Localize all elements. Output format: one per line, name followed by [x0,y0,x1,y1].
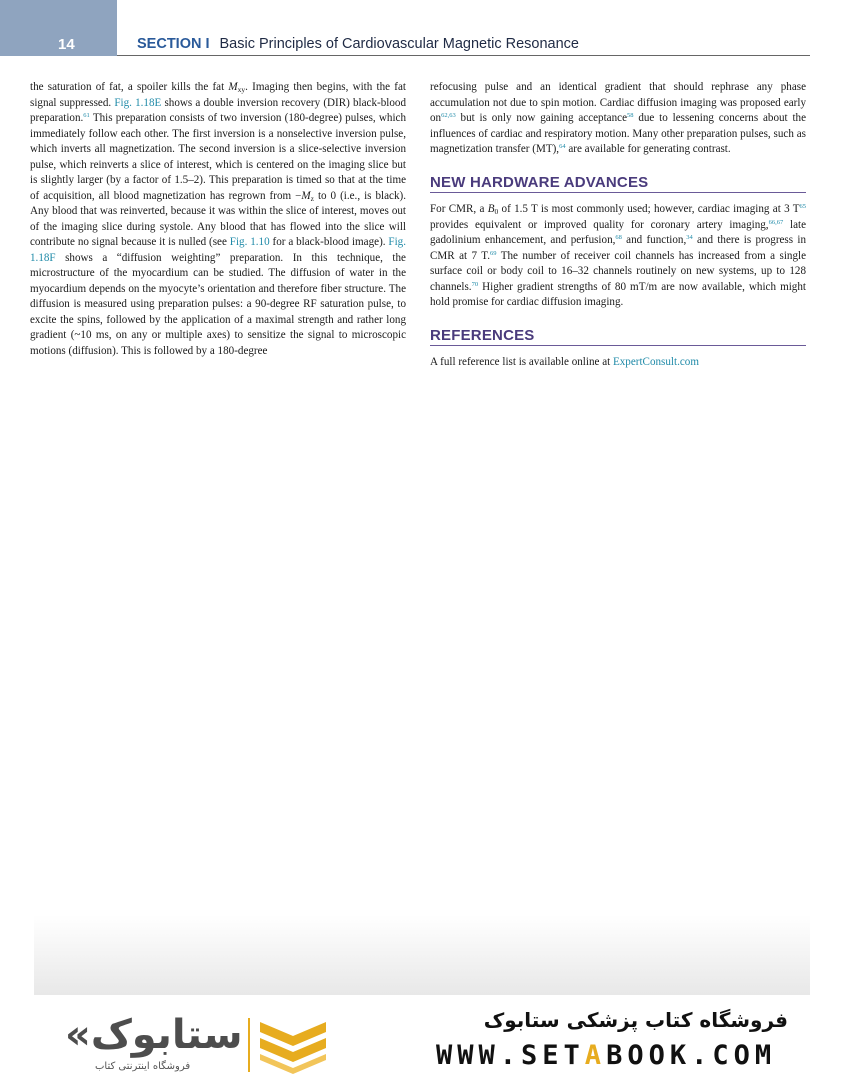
right-column [430,80,806,371]
reference-link[interactable]: 34 [686,234,693,241]
paragraph: refocusing pulse and an identical gradient that should rephrase any phase accumulation not due to spin motion. Cardiac diffusion imaging was proposed early on$^{62,63}$ but is only now gaining acceptance$^{58}$ due to lessening concerns about the influences of cardiac and respiratory motion. Many other preparation pulses, such as magnetization transfer (MT),$^{64}$ are available for generating contrast. [430,81,807,155]
setabook-logo-text: «ستابوک [65,1012,243,1058]
section-heading: NEW HARDWARE ADVANCES [430,175,806,194]
setabook-logo-subtitle: فروشگاه اینترنتی کتاب [95,1061,191,1072]
reference-link[interactable]: 65 [799,203,806,210]
reference-link[interactable]: 61 [83,112,90,119]
logo-divider [248,1018,250,1072]
reference-link[interactable]: 64 [559,143,566,150]
paragraph: For CMR, a $B_0$ of 1.5 T is most commonly used; however, cardiac imaging at 3 $T^{65}$ provides equivalent or improved quality for coronary artery imaging,$^{66,67}$ late gadolinium enhancement, and perfusion,$^{68}$ and function,$^{34}$ and there is progress in CMR at 7 T.$^{69}$ The number of receiver coil channels has increased from a single surface coil or body coil to 16–32 channels routinely on new systems, up to 128 channels.$^{70}$ Higher gradient strengths of 80 mT/m are now available, which might hold promise for cardiac diffusion imaging. [430,203,806,308]
figure-link[interactable]: Fig. 1.10 [229,236,270,248]
left-column [30,80,406,359]
paragraph: the saturation of fat, a spoiler kills the fat $M_{xy}$. Imaging then begins, with the fat signal suppressed. Fig. 1.18E shows a double inversion recovery (DIR) black-blood preparation.$^{61}$ This preparation consists of two inversion (180-degree) pulses, which immediately follow each other. The first inversion is a nonselective inversion pulse, which inverts all magnetization. The second inversion is a slice-selective inversion pulse, which reinverts a slice of interest, which is centered on the imaging slice but is slightly larger (by a factor of 1.5–2). This preparation is timed so that at the time of acquisition, all blood magnetization has regrown from $-M_z$ to 0 (i.e., is black). Any blood that was reinverted, because it was within the slice of interest, moves out of the imaging slice during systole. Any blood that has flowed into the slice will contribute no signal because it is nulled (see Fig. 1.10 for a black-blood image). Fig. 1.18F shows a “diffusion weighting” preparation. In this technique, the microstructure of the myocardium can be studied. The diffusion of water in the myocardium depends on the myocyte’s orientation and therefore fiber structure. The diffusion is measured using preparation pulses: a 90-degree RF saturation pulse, to excite the spins, followed by the application of a maximal strength and rather long gradient (~10 ms, on any or multiple axes) to sensitize the signal to microscopic motions (diffusion). This is followed by a 180-degree [30,81,406,357]
reference-link[interactable]: 68 [615,234,622,241]
expertconsult-link[interactable]: ExpertConsult.com [612,356,699,368]
section-title: Basic Principles of Cardiovascular Magnetic Resonance [219,36,579,52]
running-header [137,36,579,52]
section-heading: REFERENCES [430,328,806,347]
footer-url: WWW.SETABOOK.COM [436,1040,777,1071]
reference-link[interactable]: 69 [489,249,497,257]
reference-link[interactable]: 70 [471,280,479,288]
scan-shadow [34,915,810,995]
figure-link[interactable]: Fig. 1.18F [30,236,406,264]
header-rule [117,55,810,56]
reference-link[interactable]: 62,63 [441,112,456,119]
paragraph: A full reference list is available online at ExpertConsult.com [430,356,699,368]
book-stack-icon [256,1014,330,1076]
reference-link[interactable]: 66,67 [768,218,784,226]
section-label: SECTION I [137,36,210,52]
footer-title: فروشگاه کتاب پزشکی ستابوک [483,1008,788,1032]
reference-link[interactable]: 58 [627,112,634,119]
page-number: 14 [58,36,75,53]
figure-link[interactable]: Fig. 1.18E [114,96,162,109]
